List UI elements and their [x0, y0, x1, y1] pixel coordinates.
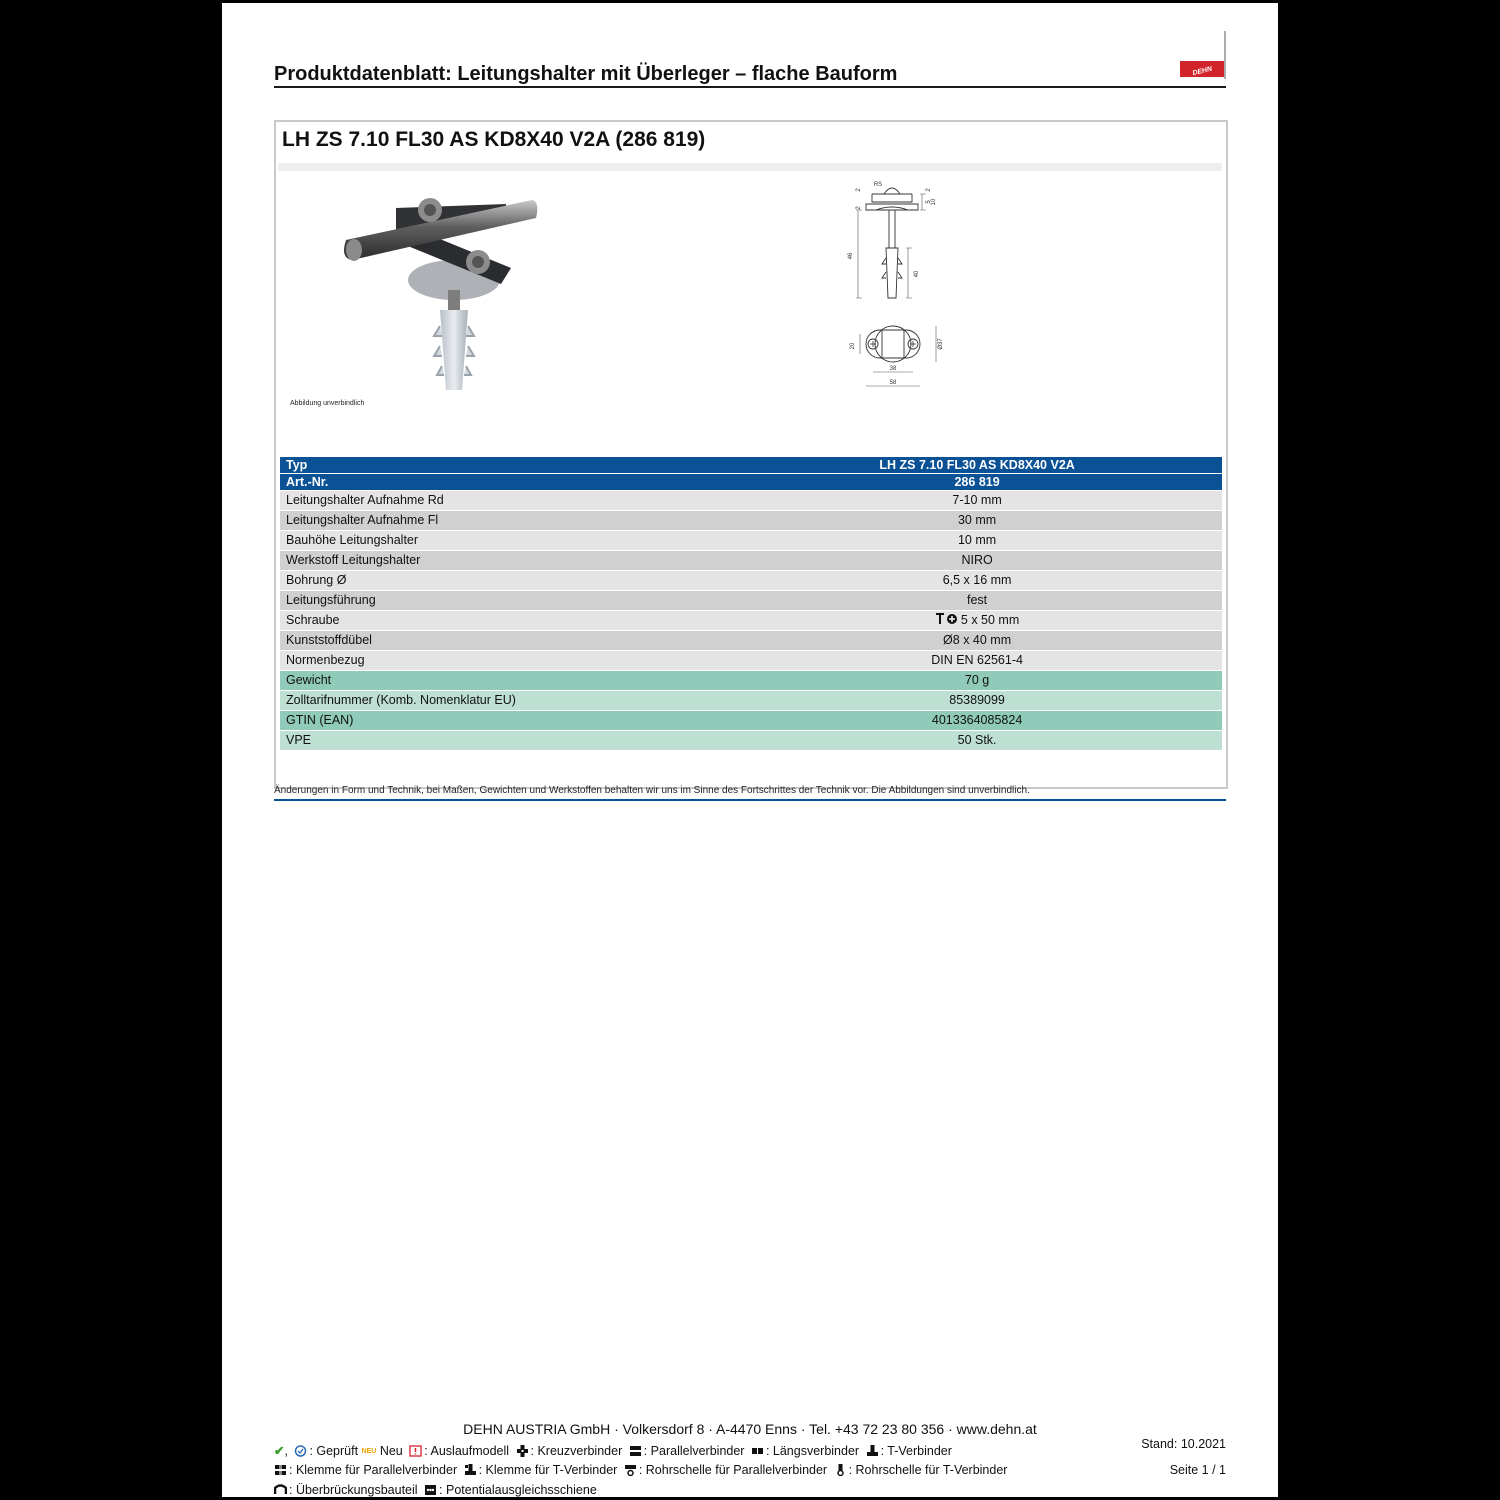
legend-potential: : Potentialausgleichsschiene: [439, 1483, 597, 1497]
row-value: 85389099: [732, 691, 1222, 711]
row-value: DIN EN 62561-4: [732, 651, 1222, 671]
row-label: Leitungshalter Aufnahme Fl: [280, 511, 732, 531]
dimension-label: 46: [848, 252, 854, 260]
table-row: [280, 571, 1222, 591]
footer-address: DEHN AUSTRIA GmbH · Volkersdorf 8 · A-4470 Enns · Tel. +43 72 23 80 356 · www.dehn.at: [463, 1421, 1037, 1437]
dehn-logo: [1178, 31, 1226, 81]
legend-rohr-t: : Rohrschelle für T-Verbinder: [848, 1463, 1008, 1477]
dimension-label: 58: [889, 380, 897, 386]
row-value: 4013364085824: [732, 711, 1222, 731]
legend-rohr-parallel: : Rohrschelle für Parallelverbinder: [638, 1463, 828, 1477]
drawing-dowel: [886, 248, 898, 298]
legend-auslauf: : Auslaufmodell: [424, 1444, 510, 1458]
row-label: Gewicht: [280, 671, 732, 691]
longitudinal-connector-icon: [751, 1445, 764, 1457]
disclaimer-divider: [274, 799, 1226, 801]
table-row: [280, 611, 1222, 631]
table-row: [280, 711, 1222, 731]
screw-size: 5 x 50 mm: [960, 613, 1020, 627]
table-row: [280, 731, 1222, 751]
parallel-connector-icon: [629, 1445, 642, 1457]
row-label: VPE: [280, 731, 732, 751]
row-value: Ø8 x 40 mm: [732, 631, 1222, 651]
dimension-label: 5: [926, 200, 932, 204]
legend-line-2: [274, 1463, 1007, 1477]
drawing-plan-disc: [875, 326, 911, 362]
legend-gepruft: : Geprüft: [309, 1444, 359, 1458]
datasheet-page: [222, 3, 1278, 1497]
row-value: 30 mm: [732, 511, 1222, 531]
row-label: Leitungshalter Aufnahme Rd: [280, 491, 732, 511]
header-value-typ: LH ZS 7.10 FL30 AS KD8X40 V2A: [732, 457, 1222, 474]
dim-line-40: [906, 248, 912, 298]
page-number: Seite 1 / 1: [1169, 1463, 1226, 1477]
clamp-t-icon: [464, 1464, 477, 1476]
legend-ueberbrueck: : Überbrückungsbauteil: [289, 1483, 418, 1497]
legend-klemme-parallel: : Klemme für Parallelverbinder: [289, 1463, 458, 1477]
dimension-label: 2: [926, 188, 932, 192]
table-row: [280, 631, 1222, 651]
table-row: [280, 671, 1222, 691]
row-label: Normenbezug: [280, 651, 732, 671]
niro-link[interactable]: NIRO: [732, 551, 1222, 571]
t-connector-icon: [866, 1445, 879, 1457]
legend-line-3: [274, 1483, 597, 1497]
dimension-label: 10: [931, 198, 937, 206]
row-value: 50 Stk.: [732, 731, 1222, 751]
table-row: [280, 491, 1222, 511]
row-label: Kunststoffdübel: [280, 631, 732, 651]
legend-line-1: ✔, : Geprüft NEU Neu : Auslaufmodell : Kreuzverbinder : Parallelverbinder : Längsverbinder : T-Verbinder: [274, 1444, 952, 1458]
equipotential-bar-icon: [424, 1484, 437, 1496]
legend-laengs: : Längsverbinder: [765, 1444, 860, 1458]
title-divider: [274, 86, 1226, 88]
screw-head-icon: [935, 613, 959, 625]
table-row: [280, 591, 1222, 611]
dimension-label: 2: [856, 188, 862, 192]
table-row: [280, 551, 1222, 571]
row-value: 6,5 x 16 mm: [732, 571, 1222, 591]
dimension-drawing: [836, 168, 976, 408]
pipe-clamp-parallel-icon: [624, 1464, 637, 1476]
row-label: GTIN (EAN): [280, 711, 732, 731]
header-value-artnr: 286 819: [732, 474, 1222, 491]
legend-neu: Neu: [379, 1444, 403, 1458]
clamp-parallel-icon: [274, 1464, 287, 1476]
drawing-screw-crosses: [870, 341, 916, 347]
legend-kreuz: : Kreuzverbinder: [530, 1444, 623, 1458]
drawing-screw: [889, 210, 895, 248]
legend-parallel: : Parallelverbinder: [643, 1444, 745, 1458]
dimension-label: 40: [914, 270, 920, 278]
disclaimer-text: Änderungen in Form und Technik, bei Maßen, Gewichten und Werkstoffen behalten wir uns im Sinne des Fortschrittes der Technik vor. Die Abbildungen sind unverbindlich.: [274, 785, 1030, 796]
row-label: Bohrung Ø: [280, 571, 732, 591]
row-label: Schraube: [280, 611, 732, 631]
neu-badge-icon: NEU: [361, 1448, 377, 1455]
dimension-label: 20: [850, 342, 856, 350]
row-label: Leitungsführung: [280, 591, 732, 611]
dimension-label: RS: [873, 182, 883, 188]
table-header-row: [280, 474, 1222, 491]
dimension-label: 38: [889, 366, 897, 372]
product-title: LH ZS 7.10 FL30 AS KD8X40 V2A (286 819): [282, 128, 706, 151]
product-photo: [336, 180, 556, 400]
row-label: Zolltarifnummer (Komb. Nomenklatur EU): [280, 691, 732, 711]
legend-klemme-t: : Klemme für T-Verbinder: [478, 1463, 618, 1477]
discontinued-icon: [409, 1445, 422, 1457]
table-row: [280, 651, 1222, 671]
header-label-artnr: Art.-Nr.: [280, 474, 732, 491]
dimension-label: Ø37: [938, 338, 944, 350]
row-label: Bauhöhe Leitungshalter: [280, 531, 732, 551]
pipe-clamp-t-icon: [834, 1464, 847, 1476]
drawing-holder-top: [872, 194, 912, 202]
row-value: 7-10 mm: [732, 491, 1222, 511]
stand-date: Stand: 10.2021: [1141, 1437, 1226, 1451]
bridging-component-icon: [274, 1484, 287, 1496]
spec-table: [280, 457, 1222, 751]
table-header-row: [280, 457, 1222, 474]
row-value: 10 mm: [732, 531, 1222, 551]
drawing-conductor-arc: [884, 188, 900, 194]
legend-t: : T-Verbinder: [880, 1444, 952, 1458]
row-value: 70 g: [732, 671, 1222, 691]
tested-seal-icon: [294, 1445, 307, 1457]
image-strip: [278, 163, 1222, 171]
image-caption: Abbildung unverbindlich: [290, 400, 365, 407]
dim-lines-plan: [860, 326, 936, 386]
dimension-label: 2: [856, 206, 862, 210]
logo-text: DEHN: [1191, 65, 1213, 78]
product-card: [274, 120, 1228, 789]
table-row: [280, 511, 1222, 531]
drawing-plan-saddle: [882, 330, 904, 358]
page-title: Produktdatenblatt: Leitungshalter mit Überleger – flache Bauform: [274, 63, 898, 85]
table-row: [280, 531, 1222, 551]
header-label-typ: Typ: [280, 457, 732, 474]
row-value: fest: [732, 591, 1222, 611]
row-label: Werkstoff Leitungshalter: [280, 551, 732, 571]
checkmark-icon: ✔: [274, 1444, 285, 1458]
drawing-dowel-ribs: [882, 258, 902, 278]
cross-connector-icon: [516, 1445, 529, 1457]
row-value-screw: [732, 611, 1222, 631]
dim-line-46: [856, 210, 862, 298]
table-row: [280, 691, 1222, 711]
